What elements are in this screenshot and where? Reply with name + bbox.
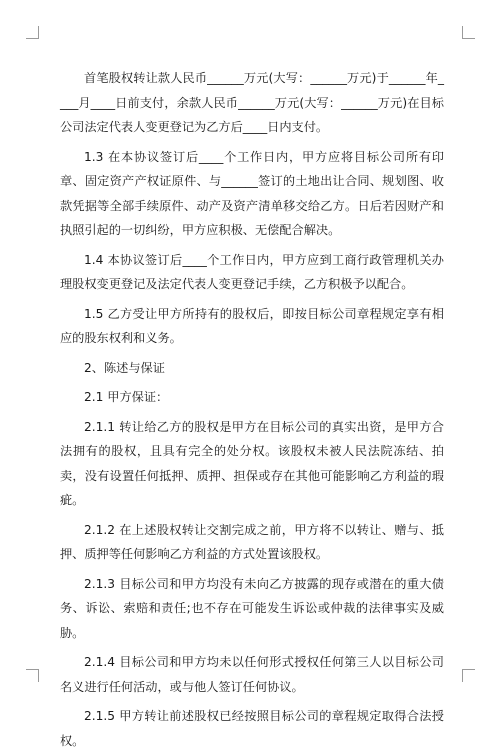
paragraph-clause-1-5: 1.5 乙方受让甲方所持有的股权后，即按目标公司章程规定享有相应的股东权利和义务。 — [60, 306, 444, 345]
crop-mark-top-right — [462, 26, 475, 39]
crop-mark-top-left — [26, 26, 39, 39]
paragraph-clause-2-1-4: 2.1.4 目标公司和甲方均未以任何形式授权任何第三人以目标公司名义进行任何活动，或与他人签订任何协议。 — [60, 655, 444, 694]
paragraph-clause-2-1-5: 2.1.5 甲方转让前述股权已经按照目标公司的章程规定取得合法授权。 — [60, 709, 444, 748]
crop-mark-bottom-left — [26, 669, 39, 682]
paragraph-clause-2-1-2: 2.1.2 在上述股权转让交割完成之前，甲方将不以转让、赠与、抵押、质押等任何影响乙方利益的方式处置该股权。 — [60, 522, 444, 561]
crop-mark-bottom-right — [462, 669, 475, 682]
paragraph-clause-2-1-1: 2.1.1 转让给乙方的股权是甲方在目标公司的真实出资，是甲方合法拥有的股权，且具有完全的处分权。该股权未被人民法院冻结、拍卖，没有设置任何抵押、质押、担保或存在其他可能影响乙方利益的瑕疵。 — [60, 419, 444, 507]
paragraph-clause-1-4: 1.4 本协议签订后____个工作日内，甲方应到工商行政管理机关办理股权变更登记及法定代表人变更登记手续，乙方积极予以配合。 — [60, 252, 444, 291]
section-heading-representations: 2、陈述与保证 — [84, 360, 165, 375]
paragraph-payment-terms: 首笔股权转让款人民币______万元(大写：______万元)于______年____月____日前支付，余款人民币______万元(大写：______万元)在目标公司法定代表人变更登记为乙方后____日内支付。 — [60, 71, 444, 134]
paragraph-clause-2-1-3: 2.1.3 目标公司和甲方均没有未向乙方披露的现存或潜在的重大债务、诉讼、索赔和责任;也不存在可能发生诉讼或仲裁的法律事实及威胁。 — [60, 576, 444, 640]
document-body — [60, 66, 444, 753]
paragraph-clause-2-1: 2.1 甲方保证： — [84, 390, 169, 404]
paragraph-clause-1-3: 1.3 在本协议签订后____个工作日内，甲方应将目标公司所有印章、固定资产产权证原件、与______签订的土地出让合同、规划图、收款凭据等全部手续原件、动产及资产清单移交给乙方。日后若因财产和执照引起的一切纠纷，甲方应积极、无偿配合解决。 — [60, 149, 444, 237]
